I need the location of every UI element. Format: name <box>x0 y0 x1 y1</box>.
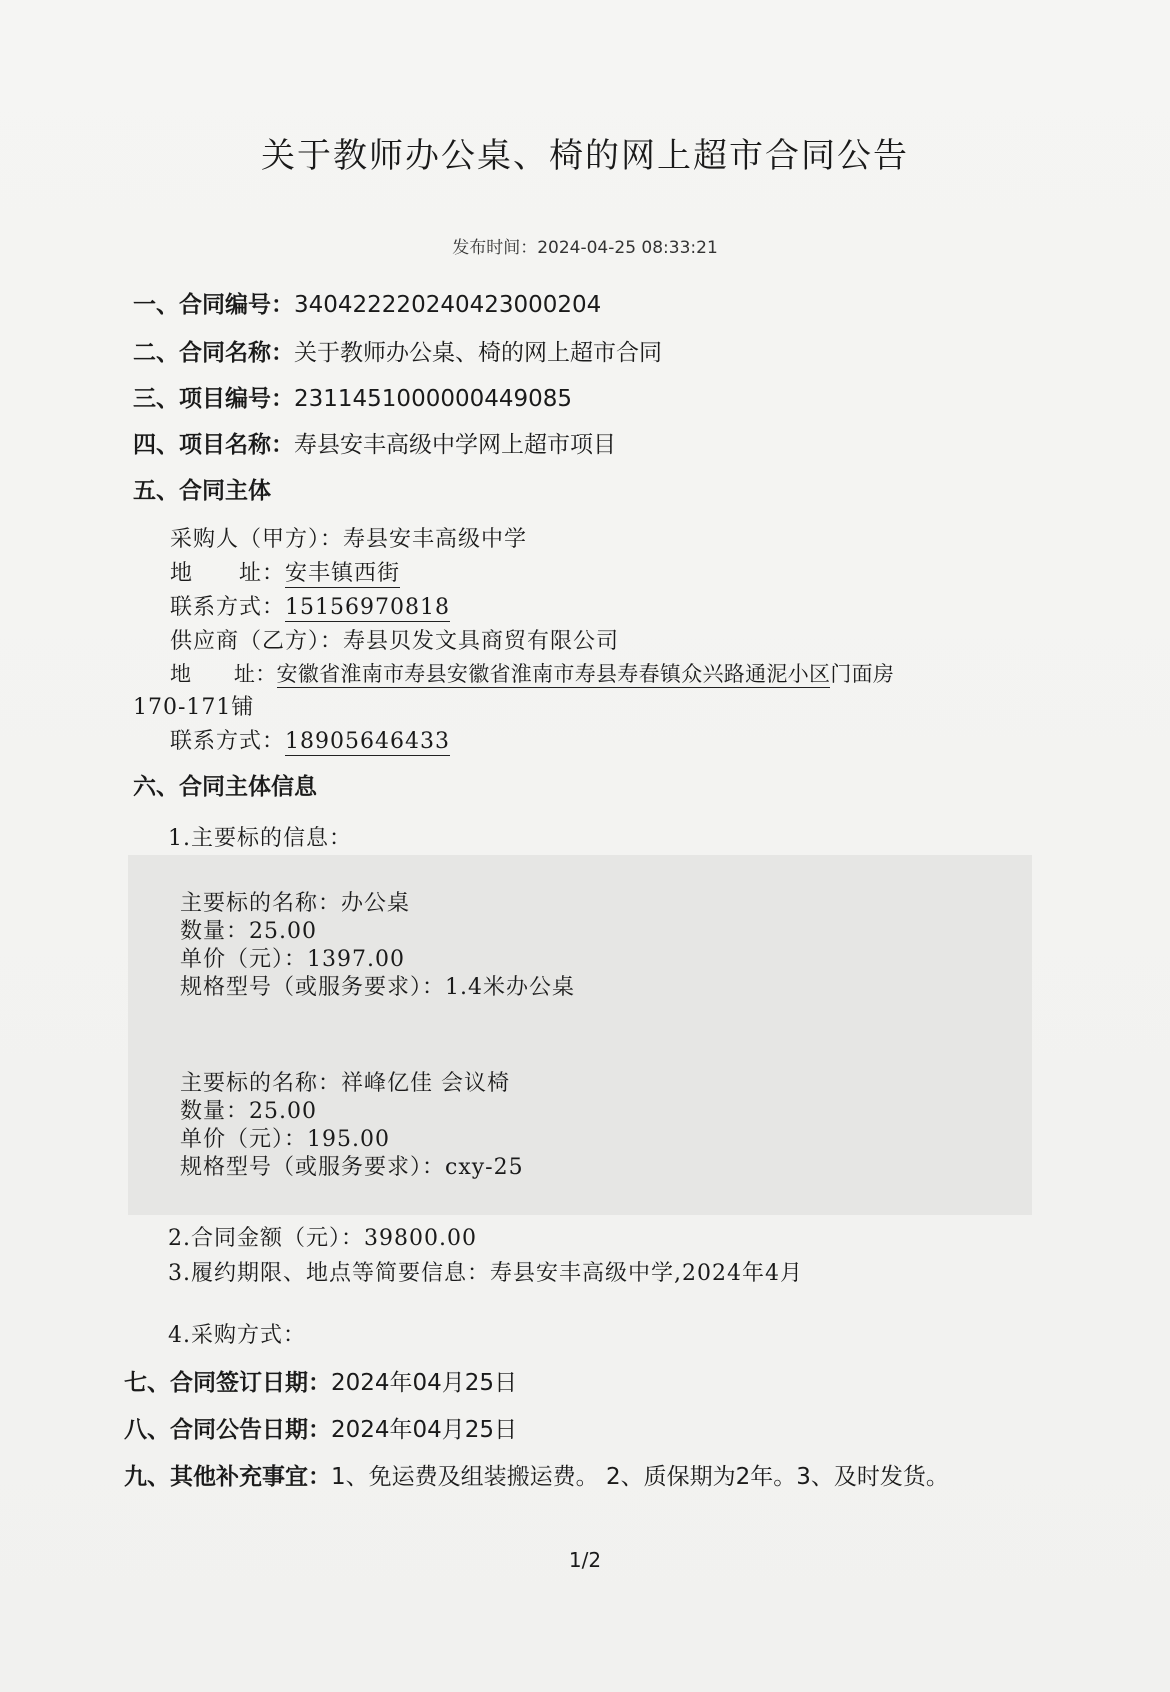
section-label: 九、其他补充事宜： <box>124 1464 331 1490</box>
project-number: 2311451000000449085 <box>294 386 573 412</box>
item-spec: cxy-25 <box>445 1155 524 1180</box>
performance-info: 寿县安丰高级中学,2024年4月 <box>490 1261 803 1286</box>
contract-name: 关于教师办公桌、椅的网上超市合同 <box>294 340 662 366</box>
buyer-address-label: 地 址： <box>170 561 286 586</box>
buyer-address-line <box>170 556 400 587</box>
buyer-name: 寿县安丰高级中学 <box>343 527 528 552</box>
section-contract-info: 六、合同主体信息 <box>133 774 317 800</box>
item-name-label: 主要标的名称： <box>180 1071 342 1096</box>
section-label: 四、项目名称： <box>133 432 294 458</box>
item-2-name-line <box>180 1066 510 1097</box>
section-contract-name <box>133 334 662 367</box>
section-other-matters <box>124 1458 949 1491</box>
supplier-address-underlined: 安徽省淮南市寿县安徽省淮南市寿县寿春镇众兴路通泥小区 <box>276 662 831 686</box>
item-2-spec-line <box>180 1150 524 1181</box>
supplier-address-continuation: 170-171铺 <box>133 695 255 720</box>
supplier-line <box>170 624 619 655</box>
supplier-contact-line <box>170 724 450 755</box>
item-qty: 25.00 <box>249 1099 317 1124</box>
publish-time <box>0 233 1170 258</box>
page-number: 1/2 <box>568 1548 602 1572</box>
section-label: 七、合同签订日期： <box>124 1370 331 1396</box>
item-qty: 25.00 <box>249 919 317 944</box>
item-price-label: 单价（元）： <box>180 947 308 972</box>
supplier-phone: 18905646433 <box>285 729 450 754</box>
item-name-label: 主要标的名称： <box>180 891 342 916</box>
contract-amount-label: 2.合同金额（元）： <box>168 1226 364 1251</box>
item-1-spec-line <box>180 970 575 1001</box>
supplier-name: 寿县贝发文具商贸有限公司 <box>343 629 620 654</box>
item-price-label: 单价（元）： <box>180 1127 308 1152</box>
buyer-label: 采购人（甲方）： <box>170 527 344 552</box>
section-label: 二、合同名称： <box>133 340 294 366</box>
item-2-price-line <box>180 1122 390 1153</box>
supplier-address-line <box>170 658 894 688</box>
other-matters: 1、免运费及组装搬运费。 2、质保期为2年。3、及时发货。 <box>331 1464 949 1490</box>
contract-amount: 39800.00 <box>364 1226 477 1251</box>
buyer-contact-line <box>170 590 450 621</box>
buyer-line <box>170 522 527 553</box>
section-label: 八、合同公告日期： <box>124 1417 331 1443</box>
item-2-qty-line <box>180 1094 317 1125</box>
buyer-phone: 15156970818 <box>285 595 450 620</box>
item-spec-label: 规格型号（或服务要求）： <box>180 1155 446 1180</box>
item-name: 办公桌 <box>341 891 411 916</box>
supplier-address-label: 地 址： <box>170 662 277 686</box>
item-price: 195.00 <box>307 1127 390 1152</box>
section-signing-date <box>124 1364 517 1397</box>
item-qty-label: 数量： <box>180 919 250 944</box>
contract-amount-line <box>168 1221 477 1252</box>
section-contract-number <box>133 286 601 319</box>
buyer-address: 安丰镇西街 <box>285 561 401 586</box>
item-qty-label: 数量： <box>180 1099 250 1124</box>
procurement-method-line: 4.采购方式： <box>168 1323 306 1348</box>
supplier-label: 供应商（乙方）： <box>170 629 344 654</box>
section-label: 一、合同编号： <box>133 292 294 318</box>
performance-info-label: 3.履约期限、地点等简要信息： <box>168 1261 490 1286</box>
publish-time-label: 发布时间： <box>452 238 538 258</box>
item-spec: 1.4米办公桌 <box>445 975 576 1000</box>
item-spec-label: 规格型号（或服务要求）： <box>180 975 446 1000</box>
signing-date: 2024年04月25日 <box>331 1370 518 1396</box>
announcement-date: 2024年04月25日 <box>331 1417 518 1443</box>
section-announcement-date <box>124 1411 517 1444</box>
item-name: 祥峰亿佳 会议椅 <box>341 1071 511 1096</box>
section-contract-parties: 五、合同主体 <box>133 478 271 504</box>
section-label: 三、项目编号： <box>133 386 294 412</box>
page-title: 关于教师办公桌、椅的网上超市合同公告 <box>261 136 909 176</box>
item-price: 1397.00 <box>307 947 405 972</box>
project-name: 寿县安丰高级中学网上超市项目 <box>294 432 616 458</box>
performance-info-line <box>168 1256 803 1287</box>
contract-number: 340422220240423000204 <box>294 292 602 318</box>
buyer-contact-label: 联系方式： <box>170 595 286 620</box>
section-project-name <box>133 426 616 459</box>
supplier-contact-label: 联系方式： <box>170 729 286 754</box>
main-subject-heading: 1.主要标的信息： <box>168 826 352 851</box>
supplier-address-tail: 门面房 <box>830 662 895 686</box>
publish-time-value: 2024-04-25 08:33:21 <box>537 238 718 258</box>
item-1-name-line <box>180 886 410 917</box>
item-1-qty-line <box>180 914 317 945</box>
section-project-number <box>133 380 572 413</box>
item-1-price-line <box>180 942 405 973</box>
